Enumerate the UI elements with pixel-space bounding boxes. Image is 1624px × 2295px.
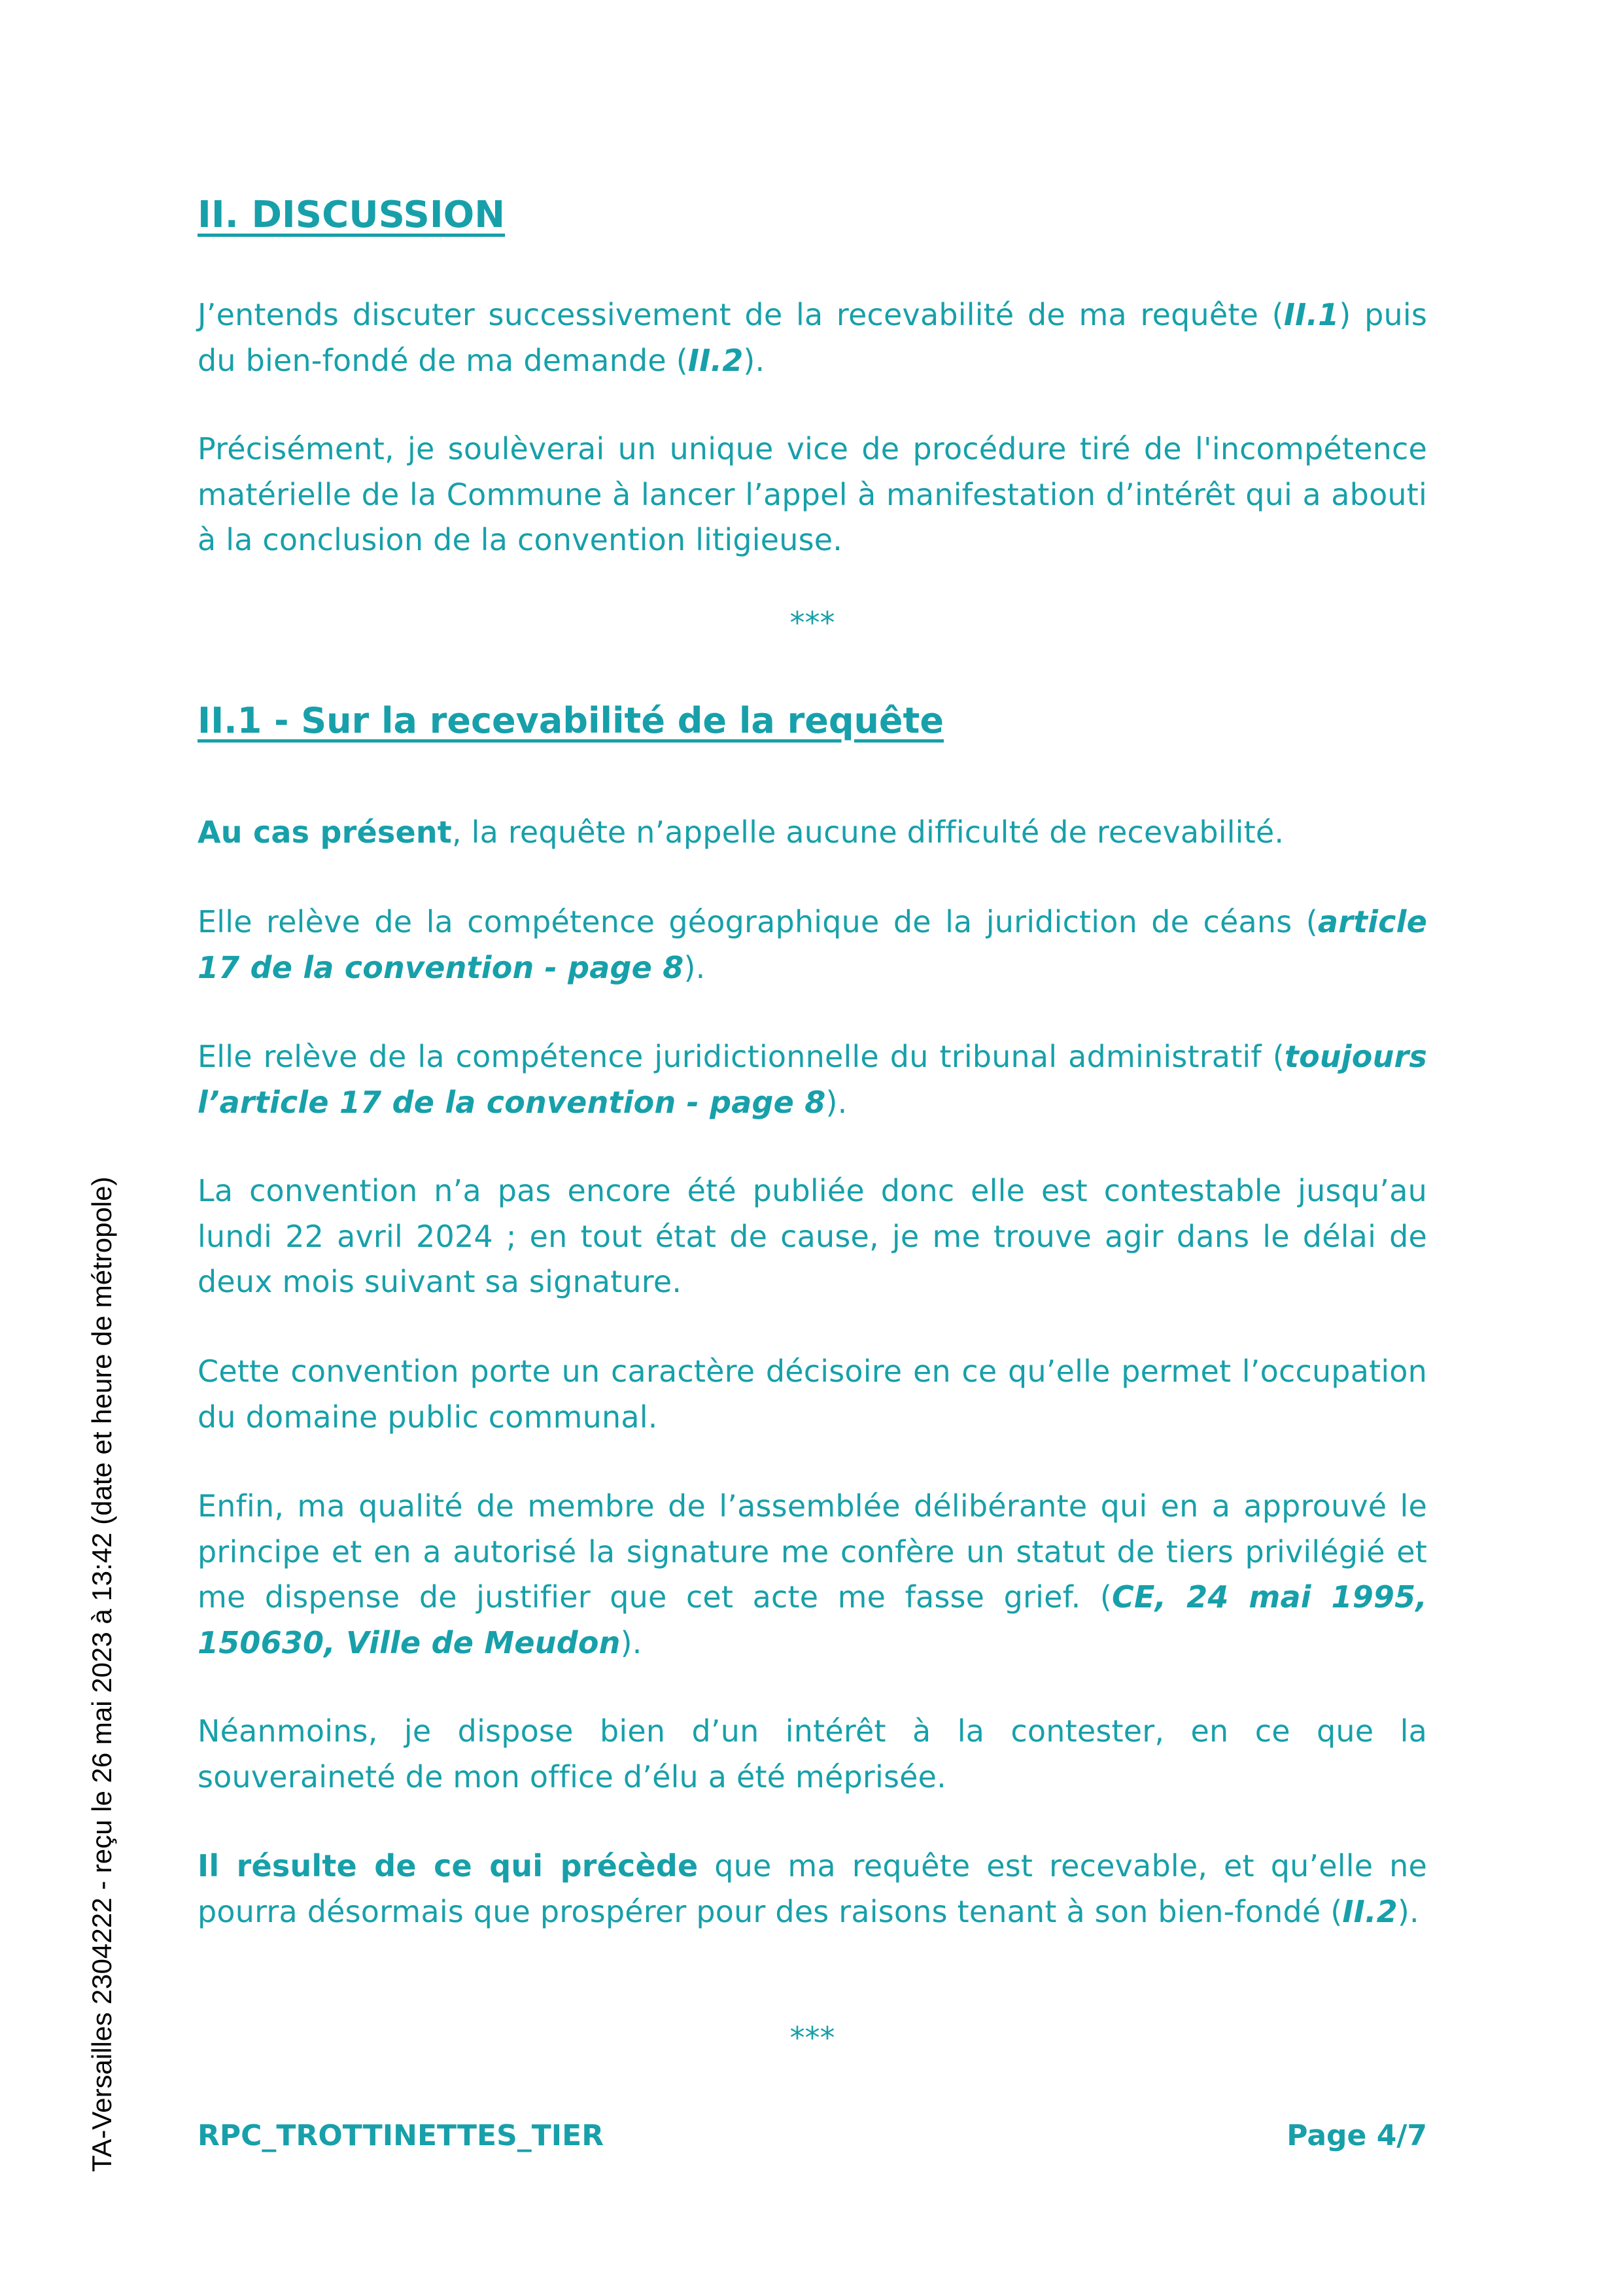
text: , la requête n’appelle aucune difficulté de recevabilité. bbox=[452, 815, 1285, 850]
text: ) puis du bien-fondé de ma demande ( bbox=[198, 297, 1427, 378]
text: Elle relève de la compétence juridictionnelle du tribunal administratif ( bbox=[198, 1039, 1285, 1074]
paragraph-interet: Néanmoins, je dispose bien d’un intérêt à la contester, en ce que la souveraineté de mon office d’élu a été méprisée. bbox=[198, 1713, 1427, 1795]
paragraph-caractere-decisoire: Cette convention porte un caractère décisoire en ce qu’elle permet l’occupation du domaine public communal. bbox=[198, 1354, 1427, 1435]
text: ). bbox=[825, 1084, 848, 1120]
separator: *** bbox=[789, 605, 835, 640]
footer-page-number: Page 4/7 bbox=[1287, 2119, 1427, 2152]
text: Enfin, ma qualité de membre de l’assemblée délibérante qui en a approuvé le principe et en a autorisé la signature me confère un statut de tiers privilégié et me dispense de justifier que cet acte me fasse grief. ( bbox=[198, 1488, 1427, 1615]
paragraph-competence-geographique bbox=[198, 900, 1427, 990]
paragraph-qualite-membre bbox=[198, 1484, 1427, 1666]
paragraph-conclusion bbox=[198, 1844, 1427, 1935]
footer-document-name: RPC_TROTTINETTES_TIER bbox=[198, 2119, 604, 2152]
intro-paragraph-1 bbox=[198, 292, 1427, 383]
intro-paragraph-2: Précisément, je soulèverai un unique vice de procédure tiré de l'incompétence matérielle de la Commune à lancer l’appel à manifestation d’intérêt qui a abouti à la conclusion de la convention litigieuse. bbox=[198, 431, 1427, 557]
paragraph-au-cas-present bbox=[198, 810, 1427, 856]
ref-article-17: article 17 de la convention - page 8 bbox=[198, 904, 1427, 985]
text: J’entends discuter successivement de la recevabilité de ma requête ( bbox=[198, 297, 1284, 332]
text: ). bbox=[743, 342, 765, 378]
ref-ii2: II.2 bbox=[687, 342, 744, 378]
text: que ma requête est recevable, et qu’elle ne pourra désormais que prospérer pour des raisons tenant à son bien-fondé ( bbox=[198, 1848, 1427, 1929]
paragraph-delai: La convention n’a pas encore été publiée donc elle est contestable jusqu’au lundi 22 avril 2024 ; en tout état de cause, je me trouve agir dans le délai de deux mois suivant sa signature. bbox=[198, 1173, 1427, 1299]
text: Elle relève de la compétence géographique de la juridiction de céans ( bbox=[198, 904, 1318, 939]
text: ). bbox=[1397, 1893, 1419, 1929]
text: ). bbox=[620, 1624, 642, 1660]
ref-ii2: II.2 bbox=[1342, 1893, 1398, 1929]
paragraph-competence-juridictionnelle bbox=[198, 1034, 1427, 1125]
bold-lead: Il résulte de ce qui précède bbox=[198, 1848, 699, 1883]
text: ). bbox=[683, 949, 706, 985]
heading-discussion: II. DISCUSSION bbox=[198, 194, 506, 236]
ref-ii1: II.1 bbox=[1283, 297, 1339, 332]
ref-article-17-bis: toujours l’article 17 de la convention - page 8 bbox=[198, 1039, 1427, 1120]
section-title-recevabilite: II.1 - Sur la recevabilité de la requête bbox=[198, 700, 944, 741]
court-receipt-stamp: TA-Versailles 2304222 - reçu le 26 mai 2023 à 13:42 (date et heure de métropole) bbox=[86, 1176, 117, 2172]
ref-ce-meudon: CE, 24 mai 1995, 150630, Ville de Meudon bbox=[198, 1579, 1428, 1660]
bold-lead: Au cas présent bbox=[198, 815, 452, 850]
page-footer bbox=[198, 2119, 1427, 2152]
separator-end: *** bbox=[789, 2020, 835, 2056]
